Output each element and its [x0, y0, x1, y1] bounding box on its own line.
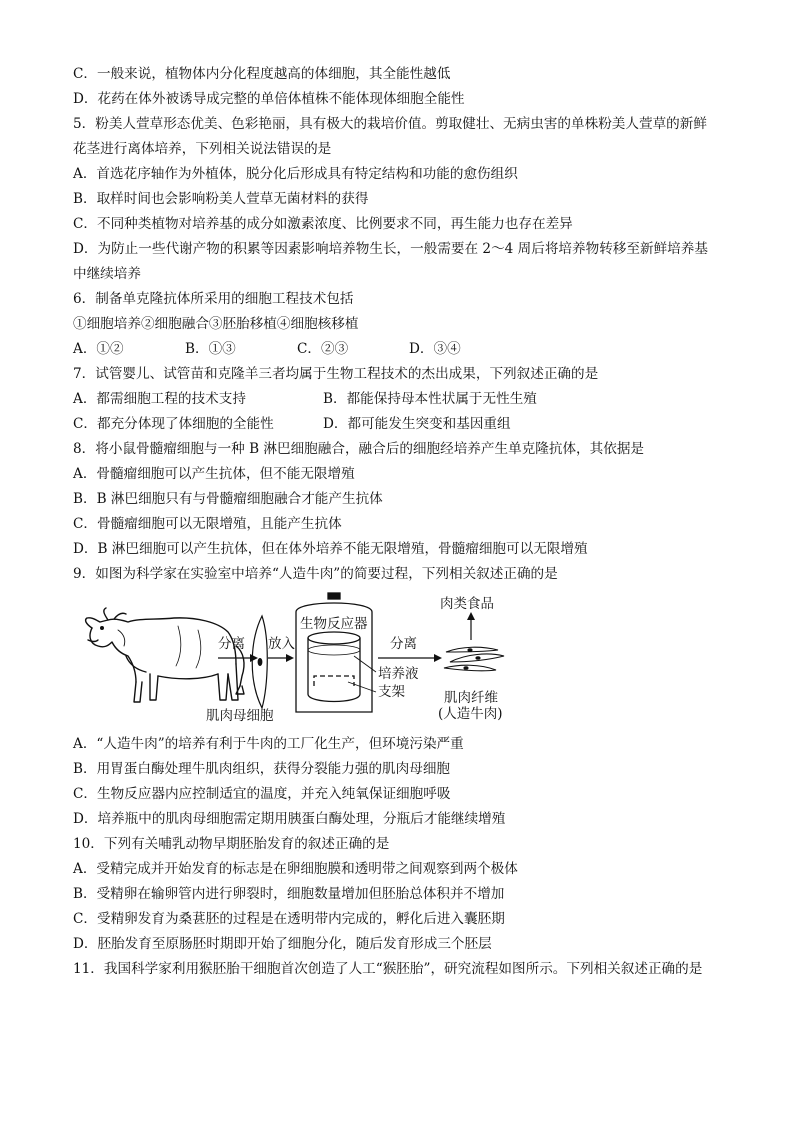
q5-option-a: A．首选花序轴作为外植体，脱分化后形成具有特定结构和功能的愈伤组织 [73, 166, 518, 182]
q9-option-b: B．用胃蛋白酶处理牛肌肉组织，获得分裂能力强的肌肉母细胞 [73, 761, 451, 777]
q9-option-d: D．培养瓶中的肌肉母细胞需定期用胰蛋白酶处理，分瓶后才能继续增殖 [73, 811, 506, 827]
label-medium: 培养液 [378, 666, 419, 682]
q10-option-c: C．受精卵发育为桑葚胚的过程是在透明带内完成的，孵化后进入囊胚期 [73, 911, 505, 927]
q5-option-d-line2: 中继续培养 [73, 266, 141, 282]
q5-stem-line2: 花茎进行离体培养，下列相关说法错误的是 [73, 141, 332, 157]
q5-option-d-line1: D．为防止一些代谢产物的积累等因素影响培养物生长，一般需要在 2～4 周后将培养物转移至新鲜培养基 [73, 241, 708, 257]
q7-option-c: C．都充分体现了体细胞的全能性 [73, 416, 274, 432]
q6-option-c: C．②③ [297, 341, 349, 357]
label-separate-1: 分离 [218, 636, 245, 652]
q7-option-a: A．都需细胞工程的技术支持 [73, 391, 246, 407]
q6-items: ①细胞培养②细胞融合③胚胎移植④细胞核移植 [73, 316, 359, 332]
q8-option-b: B．B 淋巴细胞只有与骨髓瘤细胞融合才能产生抗体 [73, 491, 383, 507]
q8-option-a: A．骨髓瘤细胞可以产生抗体，但不能无限增殖 [73, 466, 355, 482]
label-muscle-fiber: 肌肉纤维 [444, 690, 498, 706]
q9-option-a: A．“人造牛肉”的培养有利于牛肉的工厂化生产，但环境污染严重 [73, 736, 464, 752]
arrow-separate-2 [378, 654, 442, 662]
artificial-beef-diagram [78, 590, 518, 726]
q5-option-b: B．取样时间也会影响粉美人萱草无菌材料的获得 [73, 191, 369, 207]
q4-option-c: C．一般来说，植物体内分化程度越高的体细胞，其全能性越低 [73, 66, 451, 82]
label-meat-food: 肉类食品 [440, 596, 494, 612]
q8-option-c: C．骨髓瘤细胞可以无限增殖，且能产生抗体 [73, 516, 342, 532]
q5-option-c: C．不同种类植物对培养基的成分如激素浓度、比例要求不同，再生能力也存在差异 [73, 216, 573, 232]
q7-options-row1 [73, 390, 537, 408]
q11-stem: 11．我国科学家利用猴胚胎干细胞首次创造了人工“猴胚胎”，研究流程如图所示。下列相关叙述正确的是 [73, 961, 703, 977]
q8-option-d: D．B 淋巴细胞可以产生抗体，但在体外培养不能无限增殖，骨髓瘤细胞可以无限增殖 [73, 541, 588, 557]
q10-option-b: B．受精卵在输卵管内进行卵裂时，细胞数量增加但胚胎总体积并不增加 [73, 886, 505, 902]
q6-option-d: D．③④ [409, 341, 461, 357]
q4-option-d: D．花药在体外被诱导成完整的单倍体植株不能体现体细胞全能性 [73, 91, 465, 107]
label-myoblast: 肌肉母细胞 [206, 708, 274, 724]
q5-stem-line1: 5．粉美人萱草形态优美、色彩艳丽，具有极大的栽培价值。剪取健壮、无病虫害的单株粉美人萱草的新鲜 [73, 116, 707, 132]
label-bioreactor: 生物反应器 [300, 616, 368, 632]
q7-stem: 7．试管婴儿、试管苗和克隆羊三者均属于生物工程技术的杰出成果，下列叙述正确的是 [73, 366, 599, 382]
label-separate-2: 分离 [390, 636, 417, 652]
q6-options [73, 340, 461, 358]
q8-stem: 8．将小鼠骨髓瘤细胞与一种 B 淋巴细胞融合，融合后的细胞经培养产生单克隆抗体，其依据是 [73, 441, 645, 457]
q7-option-b: B．都能保持母本性状属于无性生殖 [323, 391, 537, 407]
q7-option-d: D．都可能发生突变和基因重组 [323, 416, 511, 432]
label-artificial-beef: (人造牛肉) [438, 706, 503, 722]
q10-option-a: A．受精完成并开始发育的标志是在卵细胞膜和透明带之间观察到两个极体 [73, 861, 518, 877]
label-put-in: 放入 [268, 636, 295, 652]
q6-option-a: A．①② [73, 341, 124, 357]
arrow-put-in [268, 654, 294, 662]
q10-option-d: D．胚胎发育至原肠胚时期即开始了细胞分化，随后发育形成三个胚层 [73, 936, 492, 952]
cow-illustration [86, 608, 244, 702]
q9-stem: 9．如图为科学家在实验室中培养“人造牛肉”的简要过程，下列相关叙述正确的是 [73, 566, 558, 582]
myoblast-cell [252, 616, 267, 708]
q7-options-row2 [73, 415, 511, 433]
q9-option-c: C．生物反应器内应控制适宜的温度，并充入纯氧保证细胞呼吸 [73, 786, 451, 802]
muscle-fibers [444, 647, 504, 671]
arrow-to-meat-food [467, 612, 475, 640]
q6-option-b: B．①③ [185, 341, 236, 357]
q6-stem: 6．制备单克隆抗体所采用的细胞工程技术包括 [73, 291, 354, 307]
q10-stem: 10．下列有关哺乳动物早期胚胎发育的叙述正确的是 [73, 836, 390, 852]
bioreactor-vessel [296, 593, 372, 712]
label-support: 支架 [378, 684, 405, 700]
